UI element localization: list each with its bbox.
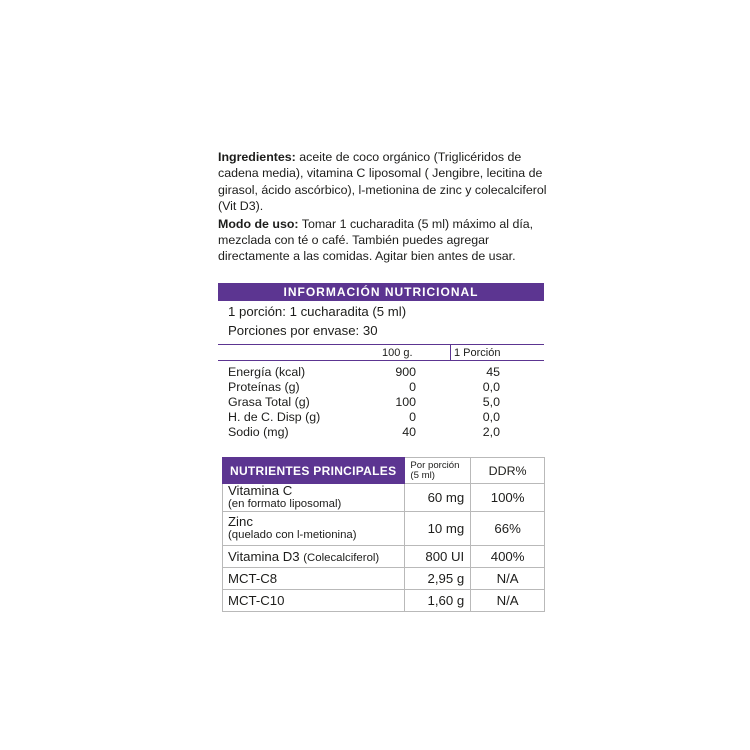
nutrition-row-portion: 0,0 — [482, 410, 500, 424]
ingredients-text: aceite de coco orgánico (Triglicéridos de cadena media), vitamina C liposomal ( Jengibre, lecitina de girasol, ácido ascórbico), l-metionina de zinc y colecalciferol (Vit D3). — [218, 150, 547, 214]
nutrient-name: Vitamina C — [228, 483, 293, 498]
nutrient-name: Vitamina D3 — [228, 549, 300, 564]
serving-size: 1 porción: 1 cucharadita (5 ml) — [228, 304, 407, 319]
nutrient-qty: 60 mg — [405, 484, 471, 512]
nutrition-row-portion: 0,0 — [482, 380, 500, 394]
nutrient-ddr: N/A — [471, 568, 545, 590]
nutrition-row-per100: 40 — [402, 425, 416, 439]
ingredients-block — [218, 149, 558, 266]
nutrition-row — [228, 365, 508, 380]
ingredients-label: Ingredientes: — [218, 150, 296, 164]
nutrition-rule-top — [218, 344, 544, 345]
nutrition-row-portion: 45 — [486, 365, 500, 379]
nutrient-row — [223, 484, 545, 512]
usage-label: Modo de uso: — [218, 216, 299, 231]
nutrition-row-portion: 2,0 — [482, 425, 500, 439]
nutrition-row — [228, 395, 508, 410]
nutrient-name-cell — [223, 484, 405, 512]
nutrient-name: Zinc — [228, 514, 253, 529]
nutrition-row-label: H. de C. Disp (g) — [228, 410, 321, 424]
nutrient-sub: (quelado con l-metionina) — [228, 529, 357, 541]
nutrition-row-per100: 0 — [409, 380, 416, 394]
nutrient-qty: 800 UI — [405, 546, 471, 568]
nutrient-ddr: 100% — [471, 484, 545, 512]
nutrients-header: NUTRIENTES PRINCIPALES — [223, 458, 405, 484]
nutrition-row — [228, 425, 508, 440]
nutrition-row-label: Proteínas (g) — [228, 380, 300, 394]
col-separator — [450, 345, 451, 361]
nutrient-name-cell — [223, 512, 405, 546]
usage-text: Tomar 1 cucharadita (5 ml) máximo al día, mezclada con té o café. También puedes agregar directamente a las comidas. Agitar bien antes de usar. — [218, 216, 534, 264]
nutrient-name: MCT-C8 — [223, 568, 405, 590]
nutrients-header-row — [223, 458, 545, 484]
nutrient-name: MCT-C10 — [223, 590, 405, 612]
nutrition-row-per100: 0 — [409, 410, 416, 424]
nutrient-inline: (Colecalciferol) — [303, 552, 380, 564]
nutrient-ddr: 400% — [471, 546, 545, 568]
nutrition-header: INFORMACIÓN NUTRICIONAL — [218, 283, 544, 301]
nutrition-row-label: Grasa Total (g) — [228, 395, 310, 409]
nutrient-qty: 2,95 g — [405, 568, 471, 590]
nutrition-row-per100: 100 — [395, 395, 416, 409]
nutrients-table — [222, 457, 545, 612]
nutrient-ddr: N/A — [471, 590, 545, 612]
nutrient-sub: (en formato liposomal) — [228, 498, 342, 510]
nutrition-row-per100: 900 — [395, 365, 416, 379]
nutrients-col-portion — [405, 458, 471, 484]
nutrition-rule-mid — [218, 360, 544, 361]
servings-per-container: Porciones por envase: 30 — [228, 323, 378, 338]
ingredients-paragraph — [218, 149, 558, 215]
nutrient-qty: 10 mg — [405, 512, 471, 546]
col-portion-line2: (5 ml) — [410, 469, 435, 481]
nutrition-row-label: Energía (kcal) — [228, 365, 306, 379]
col-header-100g: 100 g. — [382, 347, 413, 359]
nutrient-row — [223, 590, 545, 612]
nutrient-row — [223, 512, 545, 546]
nutrient-name-cell — [223, 546, 405, 568]
nutrition-row-label: Sodio (mg) — [228, 425, 289, 439]
nutrient-row — [223, 546, 545, 568]
col-portion-line1: Por porción — [410, 459, 460, 471]
nutrition-row — [228, 380, 508, 395]
col-header-portion: 1 Porción — [454, 347, 501, 359]
nutrition-row — [228, 410, 508, 425]
nutrition-row-portion: 5,0 — [482, 395, 500, 409]
nutrient-qty: 1,60 g — [405, 590, 471, 612]
nutrient-ddr: 66% — [471, 512, 545, 546]
nutrients-col-ddr: DDR% — [471, 458, 545, 484]
usage-paragraph — [218, 216, 558, 265]
nutrient-row — [223, 568, 545, 590]
